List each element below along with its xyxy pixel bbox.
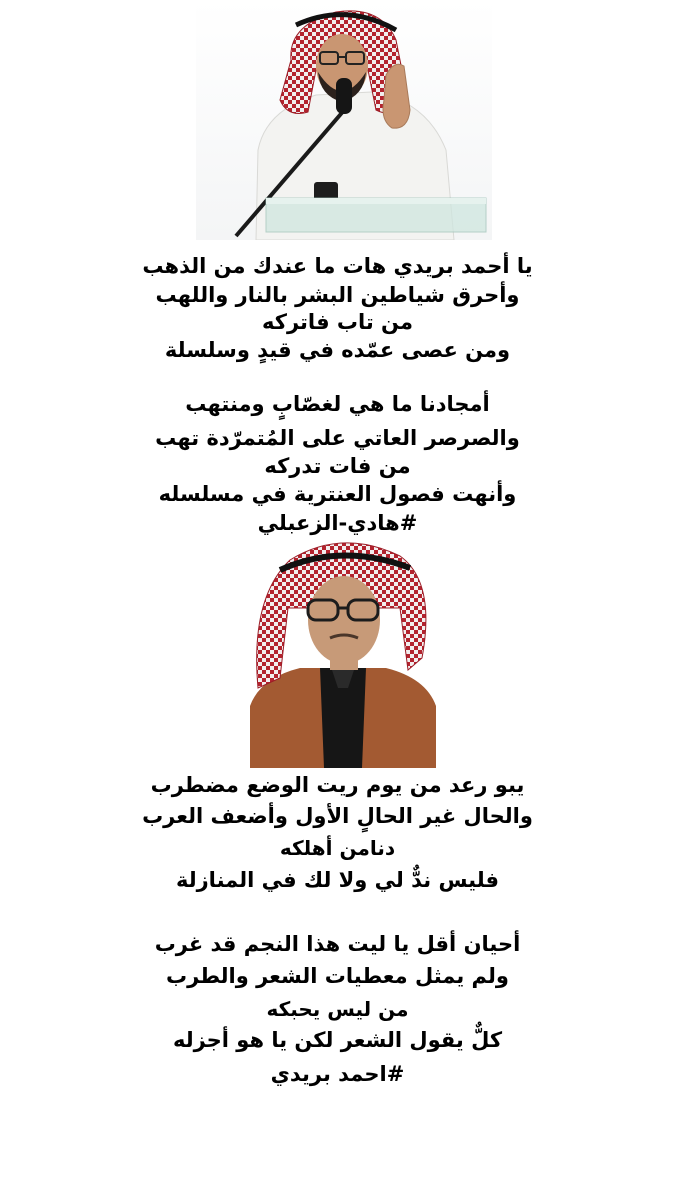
poem-line: وأحرق شياطين البشر بالنار واللهب [155,283,520,307]
poem-line: أحيان أقل يا ليت هذا النجم قد غرب [154,932,521,956]
poem-line: من تاب فاتركه [262,310,413,334]
poem-line: والصرصر العاتي على المُتمرّدة تهب [155,426,520,450]
portrait-photo [250,538,436,768]
poem-line: من ليس يحبكه [266,997,409,1021]
poem-line: وأنهت فصول العنترية في مسلسله [158,482,517,506]
speaker-photo [196,0,492,240]
poem-line: ومن عصى عمّده في قيدٍ وسلسلة [164,338,511,362]
poem-line: من فات تدركه [264,454,411,478]
poem-line: أمجادنا ما هي لغصّابٍ ومنتهب [185,392,490,416]
poem-line: يا أحمد بريدي هات ما عندك من الذهب [142,254,533,278]
poem-line: ولم يمثل معطيات الشعر والطرب [166,964,509,988]
poem-line: كلٌّ يقول الشعر لكن يا هو أجزله [172,1028,503,1052]
poem-signature: #احمد بريدي [270,1062,405,1086]
poem-line: دنامن أهلكه [279,836,396,860]
poem-line: والحال غير الحالٍ الأول وأضعف العرب [142,804,533,828]
poem-line: فليس ندٌّ لي ولا لك في المنازلة [175,868,500,892]
poem-signature: #هادي-الزعبلي [257,511,418,535]
poem-line: يبو رعد من يوم ريت الوضع مضطرب [150,773,525,797]
